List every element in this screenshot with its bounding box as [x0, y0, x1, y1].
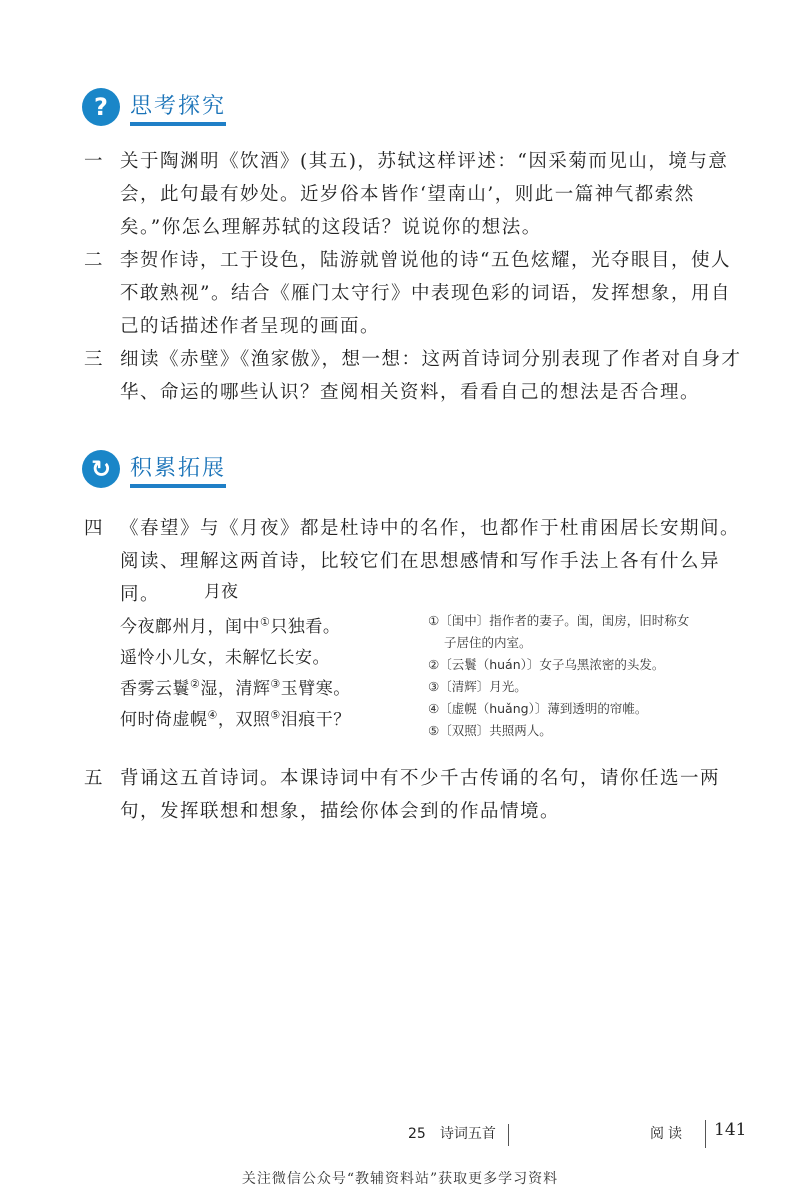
question-text: 李贺作诗，工于设色，陆游就曾说他的诗“五色炫耀，光夺眼目，使人不敢熟视”。结合《雁门太守行》中表现色彩的词语，发挥想象，用自己的话描述作者呈现的画面。 — [120, 250, 731, 337]
footnotes — [428, 610, 748, 742]
question-1 — [84, 145, 744, 244]
question-number: 四 — [84, 518, 105, 539]
poem-line: 香雾云鬟②湿，清辉③玉臂寒。 — [120, 677, 351, 699]
poem-line: 遥怜小儿女，未解忆长安。 — [120, 648, 330, 668]
footnote: ①〔闺中〕指作者的妻子。闺，闺房，旧时称女 — [428, 613, 690, 628]
footnote: ③〔清辉〕月光。 — [428, 679, 527, 694]
question-text: 关于陶渊明《饮酒》(其五)，苏轼这样评述：“因采菊而见山，境与意会，此句最有妙处。近岁俗本皆作‘望南山’，则此一篇神气都索然矣。”你怎么理解苏轼的这段话？说说你的想法。 — [120, 151, 729, 238]
section-title: 积累拓展 — [130, 451, 226, 488]
poem-title: 月夜 — [204, 582, 238, 602]
section-header-extension — [82, 450, 226, 488]
lesson-label: 25 诗词五首 — [408, 1126, 496, 1142]
divider — [508, 1124, 509, 1146]
section-label: 阅读 — [650, 1126, 686, 1142]
question-number: 二 — [84, 250, 105, 271]
question-text: 背诵这五首诗词。本课诗词中有不少千古传诵的名句，请你任选一两句，发挥联想和想象，描绘你体会到的作品情境。 — [120, 768, 721, 822]
poem-line: 何时倚虚幌④，双照⑤泪痕干？ — [120, 708, 351, 730]
footnote-continuation: 子居住的内室。 — [444, 635, 532, 650]
question-text: 《春望》与《月夜》都是杜诗中的名作，也都作于杜甫困居长安期间。阅读、理解这两首诗，比较它们在思想感情和写作手法上各有什么异同。 — [120, 518, 741, 605]
question-text: 细读《赤壁》《渔家傲》，想一想：这两首诗词分别表现了作者对自身才华、命运的哪些认识？查阅相关资料，看看自己的想法是否合理。 — [120, 349, 742, 403]
footnote: ②〔云鬟（huán）〕女子乌黑浓密的头发。 — [428, 657, 665, 672]
question-icon: ? — [82, 88, 120, 126]
question-4 — [84, 512, 744, 611]
question-3 — [84, 343, 744, 409]
question-number: 三 — [84, 349, 105, 370]
refresh-icon: ↻ — [82, 450, 120, 488]
section-title: 思考探究 — [130, 89, 226, 126]
page-number: 141 — [714, 1120, 747, 1140]
poem-line: 今夜鄜州月，闺中①只独看。 — [120, 615, 341, 637]
footnote: ⑤〔双照〕共照两人。 — [428, 723, 552, 738]
footnote: ④〔虚幌（huǎng）〕薄到透明的帘帷。 — [428, 701, 648, 716]
question-number: 五 — [84, 768, 105, 789]
question-number: 一 — [84, 151, 105, 172]
section-header-thinking — [82, 88, 226, 126]
question-2 — [84, 244, 744, 343]
watermark-note: 关注微信公众号“教辅资料站”获取更多学习资料 — [241, 1171, 559, 1187]
question-5 — [84, 762, 744, 828]
divider — [705, 1120, 706, 1148]
